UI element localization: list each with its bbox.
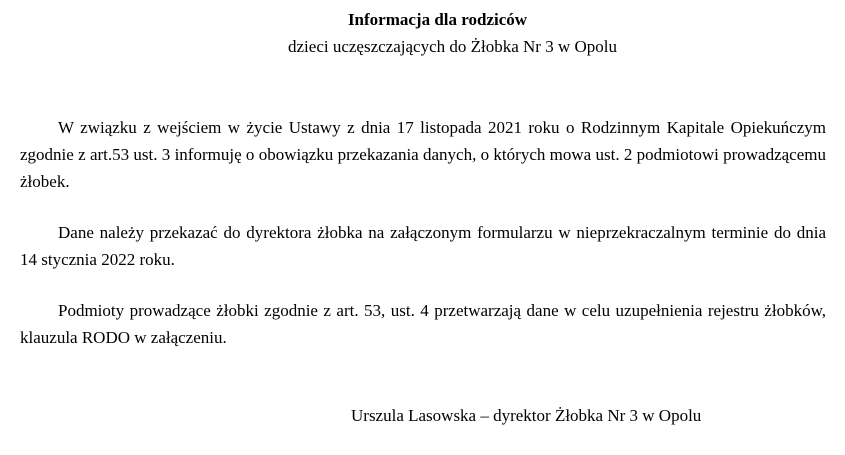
paragraph-deadline: Dane należy przekazać do dyrektora żłobka na załączonym formularzu w nieprzekraczalnym terminie do dnia 14 stycznia 2022 roku. [20, 223, 826, 269]
paragraph-legal-basis: W związku z wejściem w życie Ustawy z dnia 17 listopada 2021 roku o Rodzinnym Kapitale Opiekuńczym zgodnie z art.53 ust. 3 informuję o obowiązku przekazania danych, o których mowa ust. 2 podmiotowi prowadzącemu żłobek. [20, 118, 826, 191]
document-subtitle: dzieci uczęszczających do Żłobka Nr 3 w Opolu [288, 37, 617, 56]
paragraph-data-processing: Podmioty prowadzące żłobki zgodnie z art. 53, ust. 4 przetwarzają dane w celu uzupełnienia rejestru żłobków, klauzula RODO w załączeniu. [20, 301, 826, 347]
document-title: Informacja dla rodziców [347, 10, 528, 29]
signature-line: Urszula Lasowska – dyrektor Żłobka Nr 3 w Opolu [351, 406, 702, 425]
